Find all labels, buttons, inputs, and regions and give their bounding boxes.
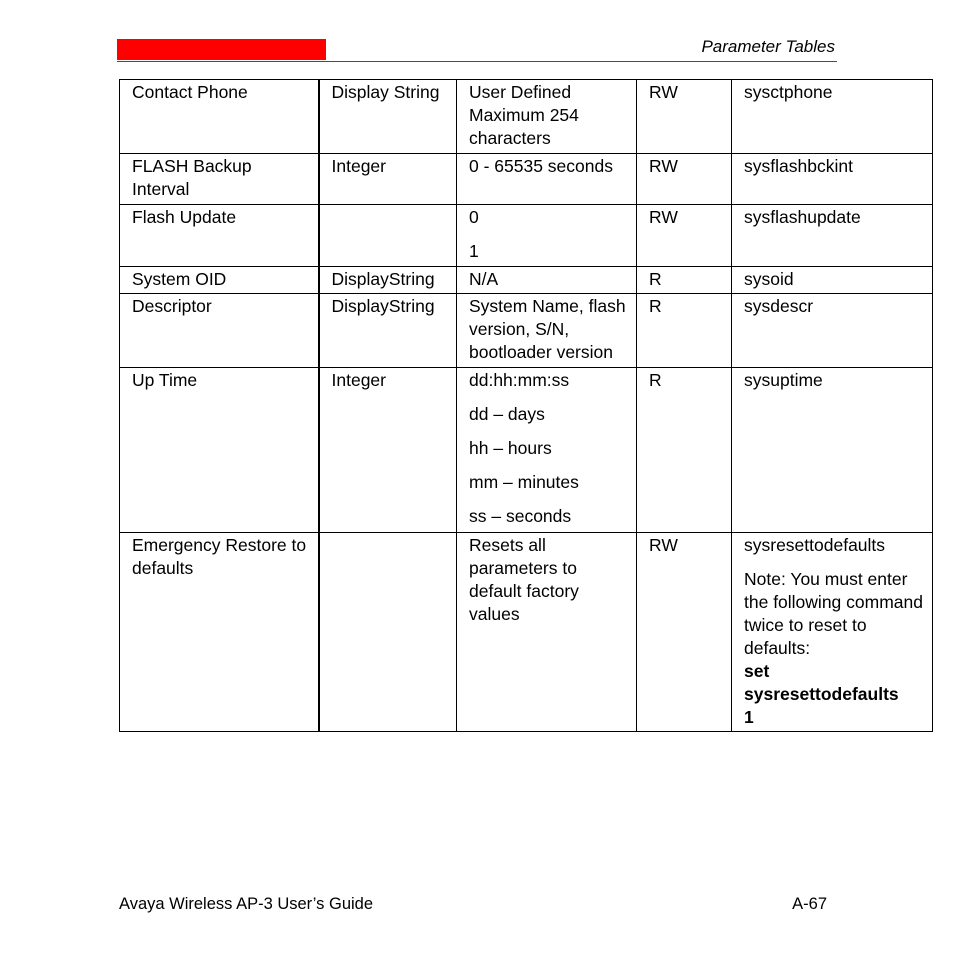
parameter-name-cell: Up Time <box>120 368 319 533</box>
parameter-type-cell: Display String <box>319 80 457 154</box>
parameter-type-cell: DisplayString <box>319 294 457 368</box>
table-row <box>120 154 933 205</box>
parameter-values-cell: 0 - 65535 seconds <box>457 154 637 205</box>
parameter-access-cell: RW <box>637 80 732 154</box>
parameter-table <box>119 79 933 732</box>
parameter-values-cell: Resets all parameters to default factory values <box>457 533 637 732</box>
parameter-name-cell: Emergency Restore to defaults <box>120 533 319 732</box>
footer-page-number: A-67 <box>792 895 827 913</box>
header-accent-bar <box>117 39 326 60</box>
parameter-access-cell: RW <box>637 205 732 267</box>
table-row <box>120 294 933 368</box>
parameter-values-cell: System Name, flash version, S/N, bootloader version <box>457 294 637 368</box>
parameter-command-cell: sysdescr <box>732 294 933 368</box>
parameter-name-cell: Contact Phone <box>120 80 319 154</box>
parameter-type-cell <box>319 533 457 732</box>
parameter-access-cell: R <box>637 368 732 533</box>
page-header-title: Parameter Tables <box>701 37 835 56</box>
parameter-values-cell: N/A <box>457 267 637 294</box>
parameter-command-cell: sysctphone <box>732 80 933 154</box>
parameter-values-cell: 0 1 <box>457 205 637 267</box>
parameter-access-cell: RW <box>637 154 732 205</box>
parameter-values-cell: dd:hh:mm:ss dd – days hh – hours mm – minutes ss – seconds <box>457 368 637 533</box>
parameter-command-cell: sysoid <box>732 267 933 294</box>
footer-guide-title: Avaya Wireless AP-3 User’s Guide <box>119 895 374 913</box>
reset-note: Note: You must enter the following command twice to reset to defaults: <box>744 569 923 658</box>
parameter-access-cell: R <box>637 294 732 368</box>
parameter-name-cell: FLASH Backup Interval <box>120 154 319 205</box>
parameter-command-cell: sysresettodefaults Note: You must enter the following command twice to reset to defaults: set sysresettodefaults 1 <box>732 533 933 732</box>
parameter-name-cell: Descriptor <box>120 294 319 368</box>
parameter-command-cell: sysflashbckint <box>732 154 933 205</box>
table-row <box>120 205 933 267</box>
reset-command: set sysresettodefaults 1 <box>744 661 899 727</box>
parameter-type-cell <box>319 205 457 267</box>
parameter-type-cell: Integer <box>319 154 457 205</box>
parameter-access-cell: R <box>637 267 732 294</box>
parameter-type-cell: DisplayString <box>319 267 457 294</box>
parameter-access-cell: RW <box>637 533 732 732</box>
parameter-name-cell: Flash Update <box>120 205 319 267</box>
table-row <box>120 533 933 732</box>
header-rule <box>117 61 837 62</box>
parameter-command-cell: sysflashupdate <box>732 205 933 267</box>
parameter-type-cell: Integer <box>319 368 457 533</box>
parameter-command-cell: sysuptime <box>732 368 933 533</box>
table-row <box>120 368 933 533</box>
parameter-name-cell: System OID <box>120 267 319 294</box>
parameter-values-cell: User Defined Maximum 254 characters <box>457 80 637 154</box>
table-row <box>120 80 933 154</box>
table-row <box>120 267 933 294</box>
